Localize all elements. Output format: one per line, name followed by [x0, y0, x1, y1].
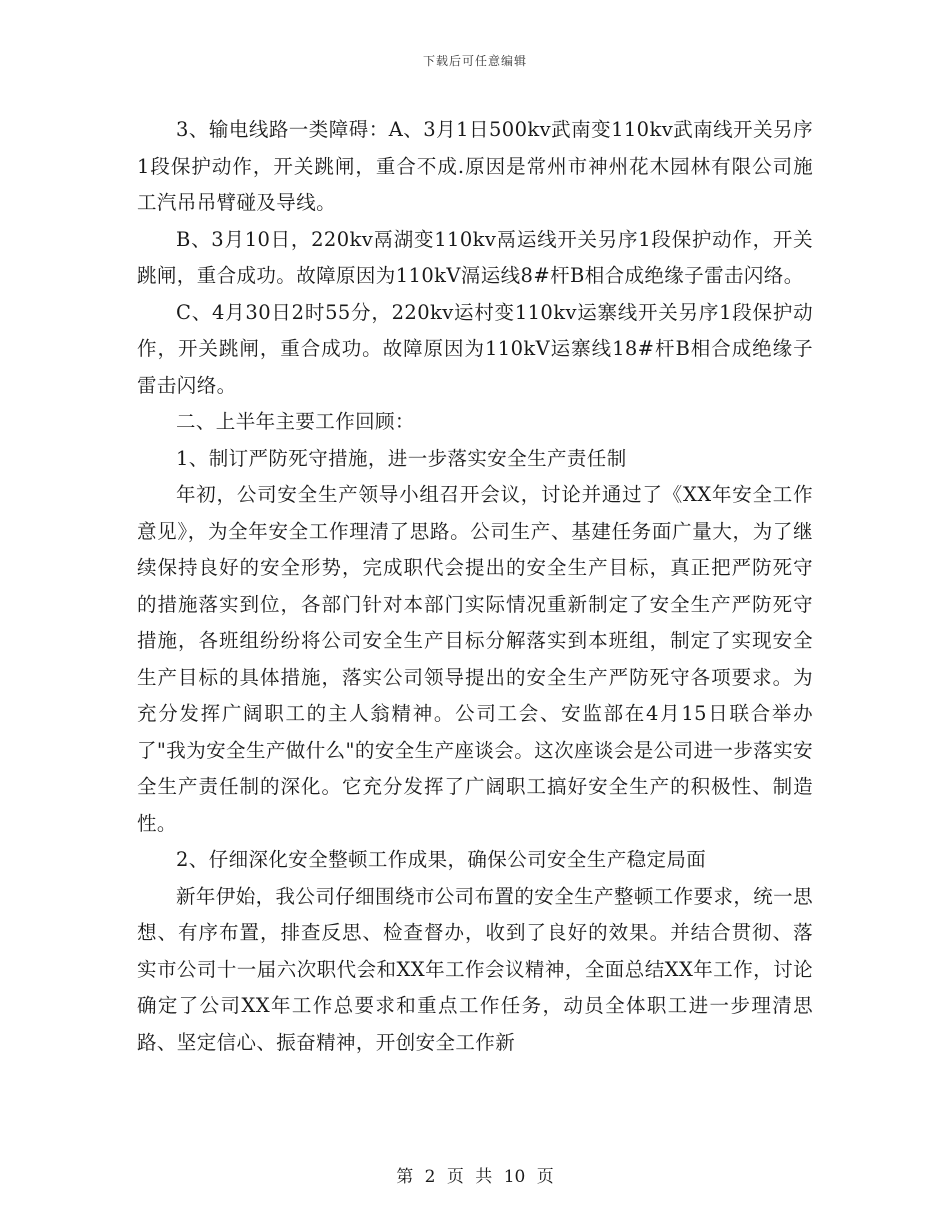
document-body: [137, 112, 813, 1061]
subheading-measures: 1、制订严防死守措施，进一步落实安全生产责任制: [176, 446, 627, 470]
page-header: 下载后可任意编辑: [422, 54, 527, 68]
subheading-rectification: 2、仔细深化安全整顿工作成果，确保公司安全生产稳定局面: [176, 848, 707, 871]
paragraph-rectification: 新年伊始，我公司仔细围绕市公司布置的安全生产整顿工作要求，统一思想、有序布置，排查反思、检查督办，收到了良好的效果。并结合贯彻、落实市公司十一届六次职代会和XX年工作会议精神，全面总结XX年工作，讨论确定了公司XX年工作总要求和重点工作任务，动员全体职工进一步理清思路、坚定信心、振奋精神，开创安全工作新: [137, 884, 813, 1054]
page-number-footer: 第 2 页 共 10 页: [396, 1167, 554, 1187]
section-heading-review: 二、上半年主要工作回顾：: [176, 410, 415, 433]
paragraph-fault-c: C、4月30日2时55分，220kv运村变110kv运寨线开关另序1段保护动作，开关跳闸，重合成功。故障原因为110kV运寨线18#杆B相合成绝缘子雷击闪络。: [137, 300, 813, 397]
paragraph-fault-b: B、3月10日，220kv鬲湖变110kv鬲运线开关另序1段保护动作，开关跳闸，重合成功。故障原因为110kV滆运线8#杆B相合成绝缘子雷击闪络。: [137, 227, 813, 287]
paragraph-fault-a: 3、输电线路一类障碍：A、3月1日500kv武南变110kv武南线开关另序1段保护动作，开关跳闸，重合不成.原因是常州市神州花木园林有限公司施工汽吊吊臂碰及导线。: [137, 118, 813, 214]
paragraph-measures: 年初，公司安全生产领导小组召开会议，讨论并通过了《XX年安全工作意见》，为全年安全工作理清了思路。公司生产、基建任务面广量大，为了继续保持良好的安全形势，完成职代会提出的安全生产目标，真正把严防死守的措施落实到位，各部门针对本部门实际情况重新制定了安全生产严防死守措施，各班组纷纷将公司安全生产目标分解落实到本班组，制定了实现安全生产目标的具体措施，落实公司领导提出的安全生产严防死守各项要求。为充分发挥广阔职工的主人翁精神。公司工会、安监部在4月15日联合举办了"我为安全生产做什么"的安全生产座谈会。这次座谈会是公司进一步落实安全生产责任制的深化。它充分发挥了广阔职工搞好安全生产的积极性、制造性。: [137, 483, 813, 835]
